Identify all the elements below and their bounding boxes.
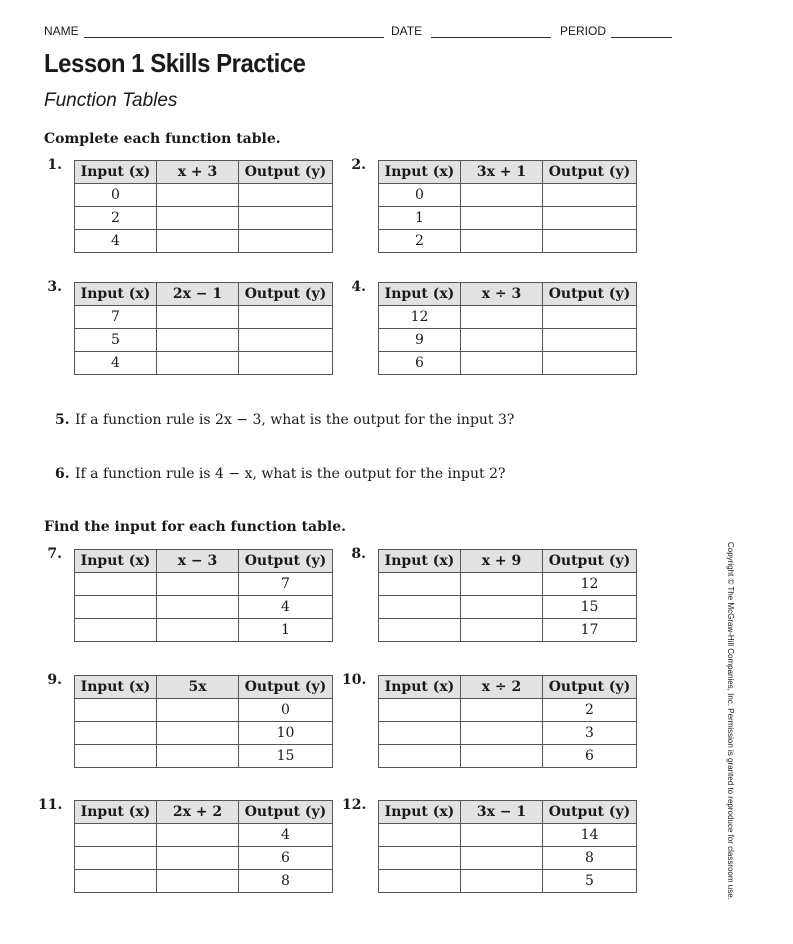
rule-header: 5x [157,676,239,699]
table-row [379,573,637,596]
problem-number: 10. [342,672,367,688]
rule-header: 3x + 1 [461,161,543,184]
table-row [75,573,333,596]
input-cell: 0 [379,184,461,207]
input-header: Input (x) [75,801,157,824]
input-header: Input (x) [75,283,157,306]
output-header: Output (y) [543,283,637,306]
input-header: Input (x) [379,550,461,573]
rule-cell[interactable] [157,722,239,745]
output-cell: 3 [543,722,637,745]
input-header: Input (x) [75,676,157,699]
problem-number: 11. [38,797,63,813]
section-heading-find-input: Find the input for each function table. [44,519,347,535]
table-row [379,184,637,207]
input-cell[interactable] [379,722,461,745]
table-row [75,824,333,847]
input-header: Input (x) [379,676,461,699]
rule-header: x + 3 [157,161,239,184]
output-header: Output (y) [543,550,637,573]
table-row [379,352,637,375]
name-label: NAME [44,24,79,38]
date-label: DATE [391,24,423,38]
output-header: Output (y) [239,283,333,306]
table-row [379,306,637,329]
output-cell[interactable] [239,352,333,375]
output-cell: 1 [239,619,333,642]
table-row [379,722,637,745]
function-table [378,800,637,893]
function-table [378,282,637,375]
rule-cell[interactable] [157,573,239,596]
output-cell[interactable] [239,184,333,207]
input-cell: 2 [75,207,157,230]
output-cell: 15 [239,745,333,768]
rule-header: x ÷ 2 [461,676,543,699]
output-cell[interactable] [239,230,333,253]
input-cell[interactable] [75,824,157,847]
input-cell[interactable] [75,573,157,596]
rule-header: 2x + 2 [157,801,239,824]
input-cell[interactable] [379,870,461,893]
input-cell[interactable] [75,745,157,768]
question-5 [55,412,514,428]
question-number: 6. [55,466,70,482]
function-table [74,160,333,253]
question-6 [55,466,506,482]
rule-cell[interactable] [157,745,239,768]
rule-header: 2x − 1 [157,283,239,306]
section-heading-complete: Complete each function table. [44,131,281,147]
input-cell[interactable] [75,870,157,893]
rule-cell[interactable] [157,352,239,375]
input-header: Input (x) [379,161,461,184]
input-cell: 1 [379,207,461,230]
rule-cell[interactable] [157,699,239,722]
output-header: Output (y) [239,676,333,699]
input-cell[interactable] [75,619,157,642]
input-cell[interactable] [75,847,157,870]
output-cell: 17 [543,619,637,642]
output-cell: 8 [239,870,333,893]
rule-header: x ÷ 3 [461,283,543,306]
name-field[interactable] [84,37,384,38]
rule-cell[interactable] [461,184,543,207]
rule-cell[interactable] [461,699,543,722]
input-cell: 0 [75,184,157,207]
rule-cell[interactable] [157,596,239,619]
table-row [379,870,637,893]
input-cell[interactable] [379,596,461,619]
input-cell: 9 [379,329,461,352]
rule-cell[interactable] [157,329,239,352]
input-cell[interactable] [379,847,461,870]
output-cell: 4 [239,596,333,619]
input-cell[interactable] [75,699,157,722]
rule-cell[interactable] [461,870,543,893]
rule-header: x − 3 [157,550,239,573]
rule-cell[interactable] [157,184,239,207]
output-cell: 5 [543,870,637,893]
table-row [75,699,333,722]
input-cell: 12 [379,306,461,329]
output-cell: 10 [239,722,333,745]
table-row [75,207,333,230]
output-header: Output (y) [543,161,637,184]
function-table [74,675,333,768]
table-row [379,329,637,352]
rule-cell[interactable] [157,306,239,329]
rule-cell[interactable] [461,352,543,375]
rule-cell[interactable] [461,596,543,619]
rule-cell[interactable] [157,824,239,847]
output-cell[interactable] [543,352,637,375]
table-row [379,230,637,253]
question-number: 5. [55,412,70,428]
page-subtitle: Function Tables [44,90,178,111]
output-cell: 2 [543,699,637,722]
rule-cell[interactable] [461,722,543,745]
output-cell[interactable] [543,184,637,207]
function-table [378,160,637,253]
table-row [379,619,637,642]
page-title: Lesson 1 Skills Practice [44,48,306,78]
input-header: Input (x) [75,161,157,184]
table-row [75,596,333,619]
input-cell: 5 [75,329,157,352]
date-field[interactable] [431,37,551,38]
table-row [75,870,333,893]
output-header: Output (y) [239,161,333,184]
output-cell[interactable] [543,306,637,329]
table-row [75,619,333,642]
rule-cell[interactable] [461,230,543,253]
input-cell[interactable] [75,596,157,619]
problem-number: 7. [47,546,62,562]
rule-cell[interactable] [461,306,543,329]
rule-cell[interactable] [461,847,543,870]
rule-cell[interactable] [157,230,239,253]
input-header: Input (x) [379,801,461,824]
rule-cell[interactable] [461,207,543,230]
question-text: If a function rule is 2x − 3, what is the output for the input 3? [75,412,515,428]
input-cell[interactable] [379,745,461,768]
output-cell: 7 [239,573,333,596]
output-header: Output (y) [543,676,637,699]
problem-number: 4. [351,279,366,295]
function-table [74,800,333,893]
rule-cell[interactable] [461,824,543,847]
function-table [74,282,333,375]
rule-cell[interactable] [157,207,239,230]
problem-number: 2. [351,157,366,173]
table-row [379,207,637,230]
function-table [378,549,637,642]
table-row [379,596,637,619]
input-cell[interactable] [75,722,157,745]
table-row [75,745,333,768]
input-header: Input (x) [75,550,157,573]
output-cell: 12 [543,573,637,596]
table-row [379,824,637,847]
table-row [75,847,333,870]
table-row [75,352,333,375]
input-cell[interactable] [379,699,461,722]
copyright-notice: Copyright © The McGraw-Hill Companies, Inc. Permission is granted to reproduce for classroom use. [726,542,735,900]
output-cell: 14 [543,824,637,847]
input-cell: 4 [75,352,157,375]
output-cell: 4 [239,824,333,847]
rule-cell[interactable] [461,329,543,352]
output-header: Output (y) [239,550,333,573]
period-label: PERIOD [560,24,607,38]
problem-number: 9. [47,672,62,688]
input-cell[interactable] [379,619,461,642]
input-cell: 2 [379,230,461,253]
rule-cell[interactable] [157,847,239,870]
problem-number: 12. [342,797,367,813]
output-cell[interactable] [239,207,333,230]
output-header: Output (y) [543,801,637,824]
output-header: Output (y) [239,801,333,824]
rule-cell[interactable] [461,745,543,768]
output-cell[interactable] [239,306,333,329]
table-row [75,184,333,207]
output-cell: 6 [543,745,637,768]
table-row [379,847,637,870]
output-cell[interactable] [543,207,637,230]
table-row [75,230,333,253]
output-cell: 8 [543,847,637,870]
question-text: If a function rule is 4 − x, what is the output for the input 2? [75,466,506,482]
rule-header: x + 9 [461,550,543,573]
input-cell[interactable] [379,824,461,847]
rule-header: 3x − 1 [461,801,543,824]
output-cell[interactable] [543,329,637,352]
table-row [379,699,637,722]
function-table [378,675,637,768]
table-row [75,329,333,352]
output-cell[interactable] [239,329,333,352]
input-cell: 4 [75,230,157,253]
rule-cell[interactable] [461,619,543,642]
output-cell: 0 [239,699,333,722]
output-cell: 15 [543,596,637,619]
input-header: Input (x) [379,283,461,306]
table-row [75,722,333,745]
output-cell[interactable] [543,230,637,253]
problem-number: 3. [47,279,62,295]
output-cell: 6 [239,847,333,870]
rule-cell[interactable] [461,573,543,596]
input-cell: 6 [379,352,461,375]
rule-cell[interactable] [157,870,239,893]
table-row [75,306,333,329]
input-cell: 7 [75,306,157,329]
problem-number: 8. [351,546,366,562]
input-cell[interactable] [379,573,461,596]
problem-number: 1. [47,157,62,173]
function-table [74,549,333,642]
table-row [379,745,637,768]
period-field[interactable] [611,37,672,38]
rule-cell[interactable] [157,619,239,642]
